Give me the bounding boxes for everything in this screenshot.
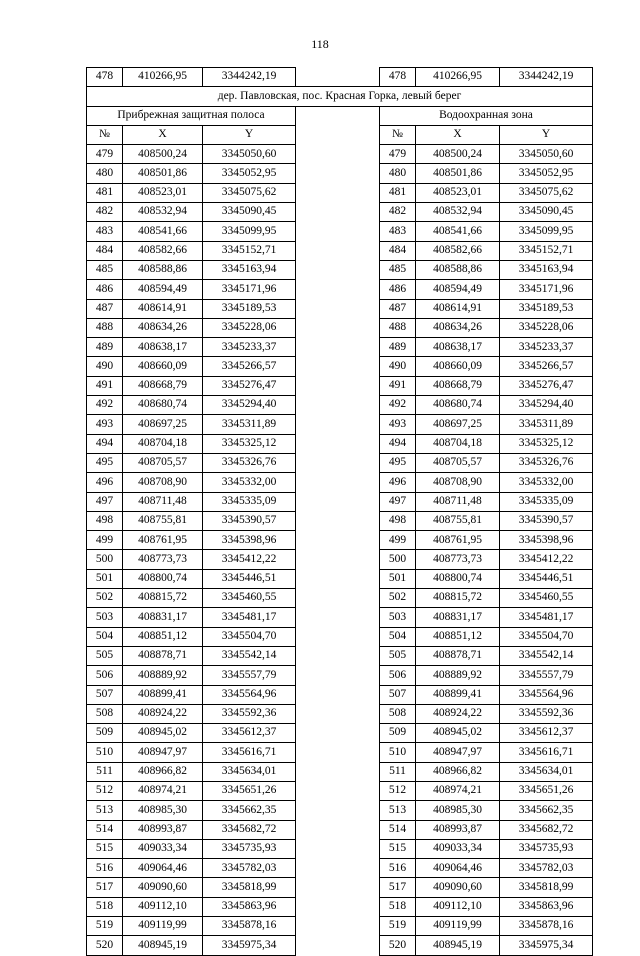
right-y-cell: 3345504,70	[500, 627, 593, 646]
left-y-cell: 3345651,26	[203, 781, 296, 800]
left-num-cell: 490	[87, 357, 123, 376]
left-y-cell: 3345276,47	[203, 376, 296, 395]
right-x-cell: 408532,94	[416, 203, 500, 222]
left-x-cell: 408660,09	[123, 357, 203, 376]
left-y-cell: 3345616,71	[203, 743, 296, 762]
right-header-num: №	[380, 125, 416, 144]
left-num-cell: 508	[87, 704, 123, 723]
left-y-cell: 3345171,96	[203, 280, 296, 299]
left-num-cell: 511	[87, 762, 123, 781]
right-y-cell: 3345090,45	[500, 203, 593, 222]
right-num-cell: 519	[380, 917, 416, 936]
left-header-x: X	[123, 125, 203, 144]
left-y-cell: 3345818,99	[203, 878, 296, 897]
column-gap	[296, 106, 380, 955]
left-num-cell: 497	[87, 492, 123, 511]
right-x-cell: 408889,92	[416, 666, 500, 685]
left-x-cell: 408697,25	[123, 415, 203, 434]
right-x-cell: 409119,99	[416, 917, 500, 936]
right-y-cell: 3345294,40	[500, 396, 593, 415]
right-x-cell: 408697,25	[416, 415, 500, 434]
left-num-cell: 486	[87, 280, 123, 299]
right-num-cell: 486	[380, 280, 416, 299]
right-y-cell: 3345163,94	[500, 260, 593, 279]
right-num-cell: 504	[380, 627, 416, 646]
right-x-cell: 408945,02	[416, 724, 500, 743]
right-num-cell: 515	[380, 839, 416, 858]
right-y-cell: 3345075,62	[500, 183, 593, 202]
left-num-cell: 484	[87, 241, 123, 260]
left-num-cell: 487	[87, 299, 123, 318]
left-num-cell: 495	[87, 453, 123, 472]
right-x-cell: 408705,57	[416, 453, 500, 472]
left-x-cell: 408761,95	[123, 531, 203, 550]
left-y-cell: 3345782,03	[203, 859, 296, 878]
right-y-cell: 3345412,22	[500, 550, 593, 569]
right-x-cell: 408588,86	[416, 260, 500, 279]
right-num-cell: 518	[380, 897, 416, 916]
right-num-cell: 489	[380, 338, 416, 357]
left-x-cell: 408705,57	[123, 453, 203, 472]
right-num-cell: 480	[380, 164, 416, 183]
left-num-cell: 507	[87, 685, 123, 704]
left-y-cell: 3345233,37	[203, 338, 296, 357]
right-num-cell: 483	[380, 222, 416, 241]
right-num-cell: 484	[380, 241, 416, 260]
right-num-cell: 493	[380, 415, 416, 434]
right-y-cell: 3345052,95	[500, 164, 593, 183]
left-num-cell: 502	[87, 589, 123, 608]
right-num-cell: 497	[380, 492, 416, 511]
right-num-cell: 517	[380, 878, 416, 897]
left-y-cell: 3345634,01	[203, 762, 296, 781]
right-num-cell: 511	[380, 762, 416, 781]
left-num-cell: 491	[87, 376, 123, 395]
right-num-cell: 501	[380, 569, 416, 588]
left-x-cell: 408985,30	[123, 801, 203, 820]
right-x-cell: 408634,26	[416, 318, 500, 337]
left-y-cell: 3345189,53	[203, 299, 296, 318]
left-num-cell: 506	[87, 666, 123, 685]
right-x-cell: 408815,72	[416, 589, 500, 608]
left-num-cell: 516	[87, 859, 123, 878]
left-x-cell: 408532,94	[123, 203, 203, 222]
left-x-cell: 408680,74	[123, 396, 203, 415]
right-y-cell: 3345325,12	[500, 434, 593, 453]
left-x-cell: 408588,86	[123, 260, 203, 279]
right-y-cell: 3345266,57	[500, 357, 593, 376]
right-header-y: Y	[500, 125, 593, 144]
left-num-cell: 509	[87, 724, 123, 743]
right-y-cell: 3345735,93	[500, 839, 593, 858]
left-num-cell: 513	[87, 801, 123, 820]
right-y-cell: 3345612,37	[500, 724, 593, 743]
left-x-cell: 408773,73	[123, 550, 203, 569]
left-y-cell: 3345163,94	[203, 260, 296, 279]
right-num-cell: 488	[380, 318, 416, 337]
right-x-cell: 408638,17	[416, 338, 500, 357]
right-num-cell: 510	[380, 743, 416, 762]
left-y-cell: 3345228,06	[203, 318, 296, 337]
left-x-cell: 408889,92	[123, 666, 203, 685]
right-y-cell: 3345564,96	[500, 685, 593, 704]
left-num-cell: 518	[87, 897, 123, 916]
left-num-cell: 510	[87, 743, 123, 762]
left-x-cell: 408501,86	[123, 164, 203, 183]
right-table-title: Водоохранная зона	[380, 106, 593, 125]
left-x-cell: 408851,12	[123, 627, 203, 646]
right-num-cell: 520	[380, 936, 416, 955]
right-x-cell: 408851,12	[416, 627, 500, 646]
right-num-cell: 500	[380, 550, 416, 569]
left-num-cell: 505	[87, 646, 123, 665]
left-y-cell: 3345390,57	[203, 511, 296, 530]
left-y-cell: 3345564,96	[203, 685, 296, 704]
right-y-cell: 3345398,96	[500, 531, 593, 550]
top-row-left-y: 3344242,19	[203, 68, 296, 87]
left-num-cell: 515	[87, 839, 123, 858]
left-y-cell: 3345335,09	[203, 492, 296, 511]
right-y-cell: 3345542,14	[500, 646, 593, 665]
right-x-cell: 408993,87	[416, 820, 500, 839]
left-num-cell: 488	[87, 318, 123, 337]
left-x-cell: 408704,18	[123, 434, 203, 453]
left-x-cell: 408924,22	[123, 704, 203, 723]
left-y-cell: 3345152,71	[203, 241, 296, 260]
left-x-cell: 409064,46	[123, 859, 203, 878]
coordinates-table	[86, 67, 593, 956]
left-num-cell: 496	[87, 473, 123, 492]
left-num-cell: 493	[87, 415, 123, 434]
right-num-cell: 494	[380, 434, 416, 453]
left-x-cell: 408638,17	[123, 338, 203, 357]
left-y-cell: 3345878,16	[203, 917, 296, 936]
left-y-cell: 3345398,96	[203, 531, 296, 550]
left-y-cell: 3345504,70	[203, 627, 296, 646]
left-x-cell: 408582,66	[123, 241, 203, 260]
right-y-cell: 3345634,01	[500, 762, 593, 781]
left-num-cell: 480	[87, 164, 123, 183]
right-x-cell: 408878,71	[416, 646, 500, 665]
left-num-cell: 489	[87, 338, 123, 357]
left-y-cell: 3345612,37	[203, 724, 296, 743]
right-y-cell: 3345189,53	[500, 299, 593, 318]
right-y-cell: 3345863,96	[500, 897, 593, 916]
column-gap	[296, 68, 380, 87]
left-num-cell: 520	[87, 936, 123, 955]
right-num-cell: 490	[380, 357, 416, 376]
left-x-cell: 408966,82	[123, 762, 203, 781]
left-num-cell: 504	[87, 627, 123, 646]
top-row-left-x: 410266,95	[123, 68, 203, 87]
right-x-cell: 408966,82	[416, 762, 500, 781]
left-table-title: Прибрежная защитная полоса	[87, 106, 296, 125]
left-x-cell: 408800,74	[123, 569, 203, 588]
right-y-cell: 3345662,35	[500, 801, 593, 820]
right-y-cell: 3345099,95	[500, 222, 593, 241]
left-y-cell: 3345325,12	[203, 434, 296, 453]
right-y-cell: 3345335,09	[500, 492, 593, 511]
left-y-cell: 3345592,36	[203, 704, 296, 723]
left-x-cell: 408945,02	[123, 724, 203, 743]
right-y-cell: 3345481,17	[500, 608, 593, 627]
left-num-cell: 499	[87, 531, 123, 550]
right-y-cell: 3345460,55	[500, 589, 593, 608]
right-x-cell: 408974,21	[416, 781, 500, 800]
right-y-cell: 3345228,06	[500, 318, 593, 337]
left-x-cell: 408711,48	[123, 492, 203, 511]
right-y-cell: 3345171,96	[500, 280, 593, 299]
right-x-cell: 408800,74	[416, 569, 500, 588]
left-x-cell: 408993,87	[123, 820, 203, 839]
page-number: 118	[311, 37, 329, 51]
left-num-cell: 512	[87, 781, 123, 800]
left-y-cell: 3345481,17	[203, 608, 296, 627]
left-num-cell: 492	[87, 396, 123, 415]
section-title-row	[87, 87, 593, 106]
left-num-cell: 494	[87, 434, 123, 453]
right-x-cell: 408947,97	[416, 743, 500, 762]
right-x-cell: 408773,73	[416, 550, 500, 569]
right-x-cell: 408761,95	[416, 531, 500, 550]
subtitle-row	[87, 106, 593, 125]
right-num-cell: 503	[380, 608, 416, 627]
left-x-cell: 408974,21	[123, 781, 203, 800]
left-x-cell: 408668,79	[123, 376, 203, 395]
top-row	[87, 68, 593, 87]
left-num-cell: 501	[87, 569, 123, 588]
right-num-cell: 498	[380, 511, 416, 530]
left-y-cell: 3345075,62	[203, 183, 296, 202]
left-y-cell: 3345294,40	[203, 396, 296, 415]
right-y-cell: 3345616,71	[500, 743, 593, 762]
right-num-cell: 485	[380, 260, 416, 279]
left-y-cell: 3345460,55	[203, 589, 296, 608]
left-num-cell: 482	[87, 203, 123, 222]
right-num-cell: 509	[380, 724, 416, 743]
left-y-cell: 3345557,79	[203, 666, 296, 685]
left-y-cell: 3345542,14	[203, 646, 296, 665]
right-x-cell: 408945,19	[416, 936, 500, 955]
right-y-cell: 3345152,71	[500, 241, 593, 260]
left-num-cell: 500	[87, 550, 123, 569]
right-num-cell: 505	[380, 646, 416, 665]
right-num-cell: 512	[380, 781, 416, 800]
right-x-cell: 408924,22	[416, 704, 500, 723]
left-num-cell: 503	[87, 608, 123, 627]
right-num-cell: 514	[380, 820, 416, 839]
right-y-cell: 3345651,26	[500, 781, 593, 800]
left-num-cell: 485	[87, 260, 123, 279]
left-y-cell: 3345326,76	[203, 453, 296, 472]
right-num-cell: 499	[380, 531, 416, 550]
left-x-cell: 408947,97	[123, 743, 203, 762]
right-num-cell: 508	[380, 704, 416, 723]
right-num-cell: 479	[380, 145, 416, 164]
left-y-cell: 3345975,34	[203, 936, 296, 955]
left-y-cell: 3345052,95	[203, 164, 296, 183]
right-x-cell: 408755,81	[416, 511, 500, 530]
right-x-cell: 408668,79	[416, 376, 500, 395]
right-num-cell: 482	[380, 203, 416, 222]
right-y-cell: 3345233,37	[500, 338, 593, 357]
right-x-cell: 408501,86	[416, 164, 500, 183]
left-x-cell: 408708,90	[123, 473, 203, 492]
left-y-cell: 3345662,35	[203, 801, 296, 820]
left-num-cell: 479	[87, 145, 123, 164]
right-y-cell: 3345311,89	[500, 415, 593, 434]
left-x-cell: 408594,49	[123, 280, 203, 299]
right-x-cell: 408831,17	[416, 608, 500, 627]
right-num-cell: 516	[380, 859, 416, 878]
left-x-cell: 408541,66	[123, 222, 203, 241]
left-x-cell: 408634,26	[123, 318, 203, 337]
right-x-cell: 409090,60	[416, 878, 500, 897]
left-x-cell: 408500,24	[123, 145, 203, 164]
section-title: дер. Павловская, пос. Красная Горка, левый берег	[87, 87, 593, 106]
left-y-cell: 3345412,22	[203, 550, 296, 569]
right-num-cell: 502	[380, 589, 416, 608]
left-num-cell: 483	[87, 222, 123, 241]
right-num-cell: 506	[380, 666, 416, 685]
left-y-cell: 3345090,45	[203, 203, 296, 222]
right-x-cell: 408660,09	[416, 357, 500, 376]
left-x-cell: 408614,91	[123, 299, 203, 318]
left-y-cell: 3345050,60	[203, 145, 296, 164]
left-x-cell: 408815,72	[123, 589, 203, 608]
left-y-cell: 3345863,96	[203, 897, 296, 916]
right-header-x: X	[416, 125, 500, 144]
right-x-cell: 408985,30	[416, 801, 500, 820]
left-y-cell: 3345446,51	[203, 569, 296, 588]
left-num-cell: 498	[87, 511, 123, 530]
left-y-cell: 3345266,57	[203, 357, 296, 376]
right-y-cell: 3345682,72	[500, 820, 593, 839]
right-y-cell: 3345878,16	[500, 917, 593, 936]
left-x-cell: 409119,99	[123, 917, 203, 936]
right-x-cell: 408680,74	[416, 396, 500, 415]
right-y-cell: 3345446,51	[500, 569, 593, 588]
left-x-cell: 408945,19	[123, 936, 203, 955]
left-header-num: №	[87, 125, 123, 144]
right-x-cell: 409033,34	[416, 839, 500, 858]
left-y-cell: 3345311,89	[203, 415, 296, 434]
right-y-cell: 3345782,03	[500, 859, 593, 878]
right-y-cell: 3345557,79	[500, 666, 593, 685]
right-x-cell: 408711,48	[416, 492, 500, 511]
right-x-cell: 408523,01	[416, 183, 500, 202]
right-y-cell: 3345592,36	[500, 704, 593, 723]
left-header-y: Y	[203, 125, 296, 144]
left-num-cell: 517	[87, 878, 123, 897]
right-num-cell: 492	[380, 396, 416, 415]
right-num-cell: 513	[380, 801, 416, 820]
right-x-cell: 408594,49	[416, 280, 500, 299]
left-y-cell: 3345099,95	[203, 222, 296, 241]
right-x-cell: 408541,66	[416, 222, 500, 241]
right-y-cell: 3345390,57	[500, 511, 593, 530]
left-num-cell: 514	[87, 820, 123, 839]
right-x-cell: 408614,91	[416, 299, 500, 318]
right-num-cell: 491	[380, 376, 416, 395]
right-x-cell: 409064,46	[416, 859, 500, 878]
right-y-cell: 3345975,34	[500, 936, 593, 955]
left-num-cell: 519	[87, 917, 123, 936]
right-y-cell: 3345332,00	[500, 473, 593, 492]
right-y-cell: 3345050,60	[500, 145, 593, 164]
right-x-cell: 408708,90	[416, 473, 500, 492]
left-x-cell: 409112,10	[123, 897, 203, 916]
left-y-cell: 3345735,93	[203, 839, 296, 858]
left-x-cell: 408831,17	[123, 608, 203, 627]
right-y-cell: 3345326,76	[500, 453, 593, 472]
left-y-cell: 3345682,72	[203, 820, 296, 839]
left-x-cell: 408899,41	[123, 685, 203, 704]
right-x-cell: 408899,41	[416, 685, 500, 704]
top-row-right-num: 478	[380, 68, 416, 87]
right-x-cell: 408582,66	[416, 241, 500, 260]
right-num-cell: 481	[380, 183, 416, 202]
left-num-cell: 481	[87, 183, 123, 202]
right-x-cell: 408704,18	[416, 434, 500, 453]
left-x-cell: 409033,34	[123, 839, 203, 858]
right-y-cell: 3345818,99	[500, 878, 593, 897]
right-y-cell: 3345276,47	[500, 376, 593, 395]
top-row-right-x: 410266,95	[416, 68, 500, 87]
top-row-right-y: 3344242,19	[500, 68, 593, 87]
left-x-cell: 409090,60	[123, 878, 203, 897]
right-x-cell: 409112,10	[416, 897, 500, 916]
right-num-cell: 496	[380, 473, 416, 492]
left-x-cell: 408755,81	[123, 511, 203, 530]
right-num-cell: 495	[380, 453, 416, 472]
right-x-cell: 408500,24	[416, 145, 500, 164]
right-num-cell: 507	[380, 685, 416, 704]
right-num-cell: 487	[380, 299, 416, 318]
left-y-cell: 3345332,00	[203, 473, 296, 492]
top-row-left-num: 478	[87, 68, 123, 87]
left-x-cell: 408523,01	[123, 183, 203, 202]
left-x-cell: 408878,71	[123, 646, 203, 665]
